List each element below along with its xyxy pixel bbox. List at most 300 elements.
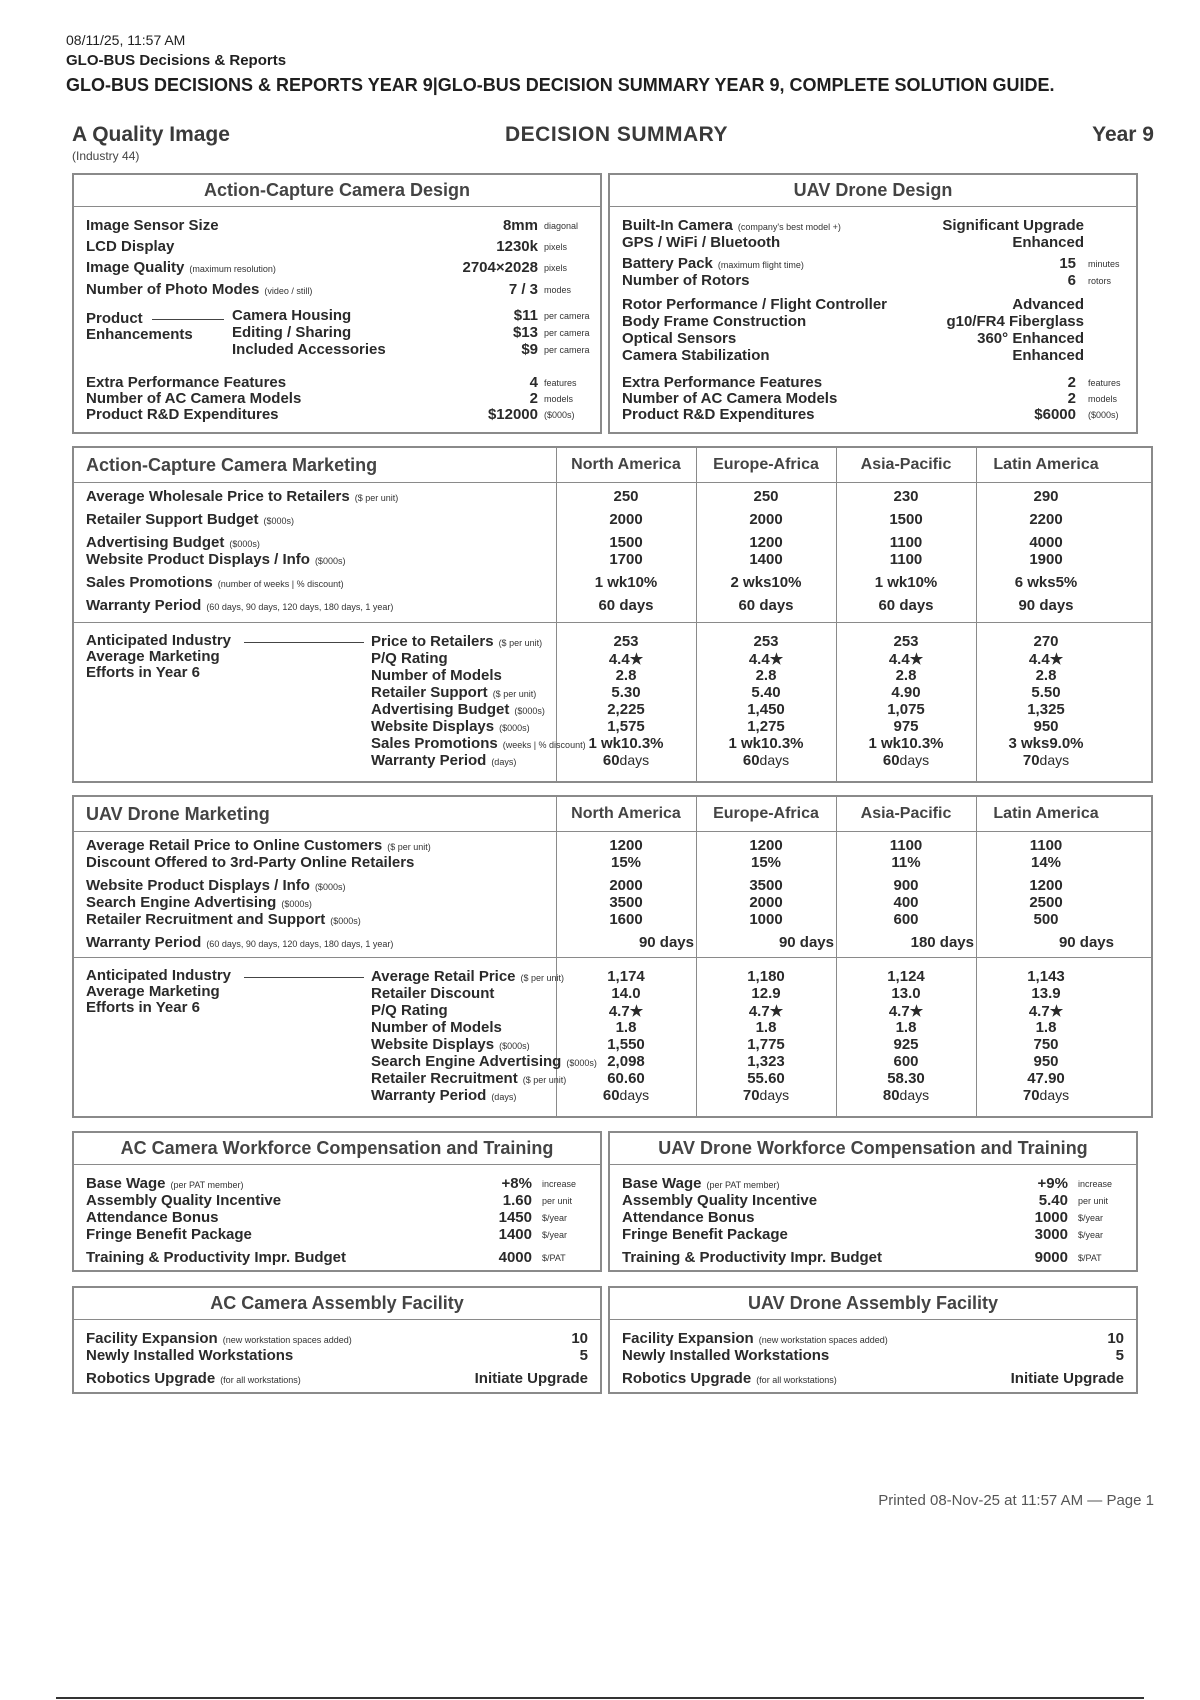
facility-row — [610, 1330, 1136, 1348]
spec-unit: $/year — [1078, 1213, 1104, 1223]
enhancements-group-label: Product — [86, 310, 143, 327]
region-value: 1 wk10% — [874, 574, 938, 591]
spec-note: (maximum resolution) — [189, 264, 276, 274]
spec-note: (company's best model +) — [737, 222, 841, 232]
spec-value: 15 — [1059, 255, 1076, 272]
decision-label: Search Engine Advertising ($000s) — [86, 894, 312, 911]
anticipated-value: 14.0 — [611, 985, 641, 1002]
spec-label: Number of Photo Modes (video / still) — [86, 281, 313, 298]
spec-value: $12000 — [487, 406, 538, 423]
region-header: Latin America — [993, 805, 1099, 822]
spec-value: 9000 — [1034, 1249, 1068, 1266]
anticipated-value: 253 — [893, 633, 919, 650]
region-value: 3500 — [749, 877, 783, 894]
spec-unit: ($000s) — [1088, 410, 1119, 420]
drone-marketing-panel — [72, 795, 1153, 1118]
anticipated-value: 5.40 — [751, 684, 781, 701]
spec-note: (per PAT member) — [170, 1180, 244, 1190]
spec-value: 4 — [529, 374, 538, 391]
anticipated-value: 2.8 — [895, 667, 917, 684]
anticipated-label: Website Displays ($000s) — [371, 1036, 530, 1053]
anticipated-value: 2.8 — [1035, 667, 1057, 684]
spec-label: Optical Sensors — [622, 330, 737, 347]
anticipated-value: 750 — [1033, 1036, 1059, 1053]
spec-note: (new workstation spaces added) — [222, 1335, 352, 1345]
spec-label: Number of AC Camera Models — [622, 390, 838, 407]
drone-spec-row — [610, 347, 1136, 365]
anticipated-label: Advertising Budget ($000s) — [371, 701, 545, 718]
region-value: 1200 — [749, 534, 783, 551]
spec-note: (maximum flight time) — [717, 260, 804, 270]
spec-label: Robotics Upgrade (for all workstations) — [86, 1370, 301, 1387]
camera-workforce-panel — [72, 1131, 602, 1272]
spec-value: 2 — [1067, 390, 1076, 407]
region-value: 1 wk10% — [594, 574, 658, 591]
anticipated-label: Retailer Support ($ per unit) — [371, 684, 537, 701]
days-unit: days — [619, 1087, 650, 1103]
decision-label: Retailer Support Budget ($000s) — [86, 511, 295, 528]
drone-spec-row — [610, 330, 1136, 348]
workforce-row — [74, 1192, 600, 1210]
drone-facility-panel — [608, 1286, 1138, 1394]
region-value: 2000 — [749, 511, 783, 528]
anticipated-value: 2.8 — [755, 667, 777, 684]
anticipated-label: P/Q Rating — [371, 1002, 448, 1019]
camera-spec-row — [74, 259, 600, 277]
decision-label: Discount Offered to 3rd-Party Online Retailers — [86, 854, 415, 871]
anticipated-value: 1 wk10.3% — [588, 735, 664, 752]
spec-value: 6 — [1067, 272, 1076, 289]
anticipated-value — [836, 752, 976, 769]
spec-label: Training & Productivity Impr. Budget — [86, 1249, 347, 1266]
region-header: Asia-Pacific — [860, 805, 952, 822]
decision-label: Website Product Displays / Info ($000s) — [86, 877, 346, 894]
anticipated-value: 2,098 — [607, 1053, 645, 1070]
region-value: 90 days — [1058, 934, 1114, 951]
decision-label: Warranty Period (60 days, 90 days, 120 days, 180 days, 1 year) — [86, 934, 394, 951]
spec-label: Number of Rotors — [622, 272, 750, 289]
region-value: 400 — [893, 894, 919, 911]
anticipated-label: Price to Retailers ($ per unit) — [371, 633, 543, 650]
document-year: Year 9 — [1092, 123, 1154, 146]
region-value: 2000 — [749, 894, 783, 911]
spec-label: Included Accessories — [232, 341, 386, 358]
spec-unit: pixels — [544, 263, 568, 273]
drone-workforce-title: UAV Drone Workforce Compensation and Training — [610, 1133, 1136, 1165]
region-value: 90 days — [1018, 597, 1074, 614]
decision-note: ($000s) — [330, 916, 361, 926]
spec-value: 10 — [571, 1330, 588, 1347]
warranty-days-number: 60 — [602, 752, 620, 769]
spec-label: Assembly Quality Incentive — [622, 1192, 818, 1209]
region-header: Europe-Africa — [713, 805, 819, 822]
region-value: 1100 — [889, 551, 923, 568]
decision-note: ($ per unit) — [354, 493, 399, 503]
region-value: 900 — [893, 877, 919, 894]
spec-value: +9% — [1037, 1175, 1068, 1192]
spec-label: Training & Productivity Impr. Budget — [622, 1249, 883, 1266]
spec-value: Initiate Upgrade — [1010, 1370, 1124, 1387]
anticipated-note: (days) — [491, 1092, 517, 1102]
spec-label: GPS / WiFi / Bluetooth — [622, 234, 781, 251]
spec-label: Product R&D Expenditures — [86, 406, 279, 423]
anticipated-connector — [244, 642, 364, 643]
days-unit: days — [1039, 752, 1070, 768]
anticipated-group-label: Average Marketing — [86, 983, 220, 1000]
anticipated-value: 270 — [1033, 633, 1059, 650]
anticipated-connector — [244, 977, 364, 978]
anticipated-label: Average Retail Price ($ per unit) — [371, 968, 565, 985]
anticipated-value: 4.7★ — [888, 1003, 924, 1020]
workforce-row — [610, 1192, 1136, 1210]
anticipated-value: 975 — [893, 718, 919, 735]
region-header: Latin America — [993, 456, 1099, 473]
site-name: GLO-BUS Decisions & Reports — [66, 52, 287, 69]
anticipated-label: Retailer Discount — [371, 985, 495, 1002]
region-value: 180 days — [910, 934, 974, 951]
workforce-row — [74, 1175, 600, 1193]
document-title: DECISION SUMMARY — [505, 123, 729, 146]
decision-note: (60 days, 90 days, 120 days, 180 days, 1 year) — [206, 602, 394, 612]
anticipated-value: 1,180 — [747, 968, 785, 985]
region-value: 1500 — [609, 534, 643, 551]
drone-workforce-panel — [608, 1131, 1138, 1272]
spec-label: Extra Performance Features — [86, 374, 287, 391]
anticipated-value: 55.60 — [747, 1070, 785, 1087]
spec-note: (new workstation spaces added) — [758, 1335, 888, 1345]
anticipated-value — [556, 752, 696, 769]
bottom-divider — [56, 1697, 1144, 1699]
region-header: North America — [571, 805, 681, 822]
camera-marketing-panel — [72, 446, 1153, 783]
anticipated-note: ($ per unit) — [492, 689, 537, 699]
region-header: Europe-Africa — [713, 456, 819, 473]
spec-value: $9 — [521, 341, 538, 358]
spec-unit: $/year — [542, 1230, 568, 1240]
anticipated-note: ($000s) — [514, 706, 545, 716]
spec-label: Assembly Quality Incentive — [86, 1192, 282, 1209]
camera-spec-row — [74, 238, 600, 256]
anticipated-label: Sales Promotions (weeks | % discount) — [371, 735, 586, 752]
spec-label: Base Wage (per PAT member) — [86, 1175, 244, 1192]
decision-label: Average Wholesale Price to Retailers ($ per unit) — [86, 488, 399, 505]
spec-label: Body Frame Construction — [622, 313, 807, 330]
anticipated-value: 1,174 — [607, 968, 645, 985]
region-value: 1100 — [1029, 837, 1063, 854]
days-unit: days — [1039, 1087, 1070, 1103]
anticipated-value: 4.4★ — [608, 651, 644, 668]
warranty-days-number: 70 — [742, 1087, 760, 1104]
spec-label: Product R&D Expenditures — [622, 406, 815, 423]
spec-label: Editing / Sharing — [232, 324, 352, 341]
anticipated-note: ($ per unit) — [522, 1075, 567, 1085]
anticipated-value — [976, 1087, 1116, 1104]
region-value: 6 wks5% — [1014, 574, 1078, 591]
decision-note: ($000s) — [314, 556, 346, 566]
spec-value: Enhanced — [1012, 234, 1084, 251]
anticipated-value: 925 — [893, 1036, 919, 1053]
spec-value: 3000 — [1034, 1226, 1068, 1243]
anticipated-value: 1,275 — [747, 718, 785, 735]
print-timestamp: 08/11/25, 11:57 AM — [66, 32, 186, 48]
anticipated-value: 253 — [613, 633, 639, 650]
spec-unit: rotors — [1088, 276, 1112, 286]
drone-spec-row — [610, 255, 1136, 273]
anticipated-value: 2.8 — [615, 667, 637, 684]
spec-unit: per camera — [544, 328, 590, 338]
spec-value: Advanced — [1012, 296, 1084, 313]
warranty-days-number: 60 — [602, 1087, 620, 1104]
anticipated-label: Warranty Period (days) — [371, 752, 517, 769]
anticipated-value: 1 wk10.3% — [868, 735, 944, 752]
anticipated-group-label: Efforts in Year 6 — [86, 999, 200, 1016]
spec-unit: per unit — [542, 1196, 573, 1206]
company-name: A Quality Image — [72, 123, 230, 146]
anticipated-note: ($ per unit) — [498, 638, 543, 648]
spec-label: Facility Expansion (new workstation spaces added) — [622, 1330, 888, 1347]
section-divider — [74, 622, 1151, 623]
anticipated-value: 2,225 — [607, 701, 645, 718]
anticipated-value: 1,775 — [747, 1036, 785, 1053]
region-value: 1200 — [749, 837, 783, 854]
region-value: 230 — [893, 488, 919, 505]
spec-label: Newly Installed Workstations — [622, 1347, 830, 1364]
spec-value: 1400 — [498, 1226, 532, 1243]
spec-label: Image Sensor Size — [86, 217, 219, 234]
spec-unit: $/year — [542, 1213, 568, 1223]
region-header: North America — [571, 456, 681, 473]
warranty-days-number: 80 — [882, 1087, 900, 1104]
anticipated-value: 13.0 — [891, 985, 921, 1002]
spec-label: Fringe Benefit Package — [86, 1226, 252, 1243]
spec-note: (for all workstations) — [756, 1375, 837, 1385]
anticipated-label: Search Engine Advertising ($000s) — [371, 1053, 597, 1070]
anticipated-label: Number of Models — [371, 1019, 502, 1036]
drone-marketing-title: UAV Drone Marketing — [86, 804, 270, 824]
decision-note: ($000s) — [314, 882, 346, 892]
facility-row — [610, 1370, 1136, 1388]
decision-note: (number of weeks | % discount) — [217, 579, 344, 589]
drone-facility-title: UAV Drone Assembly Facility — [610, 1288, 1136, 1320]
decision-note: ($000s) — [263, 516, 295, 526]
spec-unit: per unit — [1078, 1196, 1109, 1206]
spec-label: Attendance Bonus — [86, 1209, 219, 1226]
spec-unit: modes — [544, 285, 572, 295]
region-value: 2500 — [1029, 894, 1063, 911]
drone-spec-row — [610, 234, 1136, 252]
workforce-row — [610, 1249, 1136, 1267]
spec-label: Image Quality (maximum resolution) — [86, 259, 276, 276]
days-unit: days — [759, 752, 790, 768]
anticipated-value: 4.7★ — [1028, 1003, 1064, 1020]
spec-label: LCD Display — [86, 238, 175, 255]
anticipated-note: ($000s) — [499, 723, 530, 733]
region-value: 1000 — [749, 911, 783, 928]
spec-value: 1.60 — [502, 1192, 532, 1209]
page-title: GLO-BUS DECISIONS & REPORTS YEAR 9|GLO-BUS DECISION SUMMARY YEAR 9, COMPLETE SOLUTION GUIDE. — [66, 75, 1055, 95]
anticipated-value: 1,550 — [607, 1036, 645, 1053]
spec-value: 1000 — [1034, 1209, 1068, 1226]
anticipated-value: 1,450 — [747, 701, 785, 718]
print-footer: Printed 08-Nov-25 at 11:57 AM — Page 1 — [878, 1492, 1154, 1509]
anticipated-label: Number of Models — [371, 667, 502, 684]
camera-extra-row — [74, 406, 600, 424]
spec-value: $6000 — [1034, 406, 1076, 423]
spec-value: 4000 — [498, 1249, 532, 1266]
decision-label: Average Retail Price to Online Customers ($ per unit) — [86, 837, 431, 854]
spec-label: Extra Performance Features — [622, 374, 823, 391]
region-value: 60 days — [598, 597, 654, 614]
spec-value: 5.40 — [1038, 1192, 1068, 1209]
drone-design-panel — [608, 173, 1138, 434]
workforce-row — [74, 1249, 600, 1267]
region-value: 90 days — [778, 934, 834, 951]
spec-value: 5 — [1115, 1347, 1124, 1364]
anticipated-value: 1,075 — [887, 701, 925, 718]
workforce-row — [74, 1209, 600, 1227]
anticipated-value: 4.7★ — [608, 1003, 644, 1020]
region-value: 500 — [1033, 911, 1059, 928]
anticipated-value — [696, 1087, 836, 1104]
spec-value: 2 — [529, 390, 538, 407]
workforce-row — [610, 1175, 1136, 1193]
camera-workforce-title: AC Camera Workforce Compensation and Training — [74, 1133, 600, 1165]
region-value: 1700 — [609, 551, 643, 568]
facility-row — [74, 1370, 600, 1388]
region-value: 1200 — [1029, 877, 1063, 894]
spec-value: 1450 — [498, 1209, 532, 1226]
spec-note: (for all workstations) — [220, 1375, 301, 1385]
anticipated-value: 4.4★ — [1028, 651, 1064, 668]
anticipated-value: 1.8 — [615, 1019, 637, 1036]
spec-label: Attendance Bonus — [622, 1209, 755, 1226]
anticipated-value: 60.60 — [607, 1070, 645, 1087]
spec-unit: increase — [542, 1179, 577, 1189]
industry-label: (Industry 44) — [72, 149, 140, 163]
spec-label: Rotor Performance / Flight Controller — [622, 296, 888, 313]
anticipated-note: (days) — [491, 757, 517, 767]
warranty-days-number: 60 — [742, 752, 760, 769]
anticipated-value: 5.50 — [1031, 684, 1061, 701]
spec-unit: ($000s) — [544, 410, 575, 420]
anticipated-value — [696, 752, 836, 769]
region-value: 1100 — [889, 837, 923, 854]
workforce-row — [610, 1209, 1136, 1227]
enhancement-row — [74, 324, 600, 342]
region-value: 1500 — [889, 511, 923, 528]
spec-value: Enhanced — [1012, 347, 1084, 364]
enhancement-row — [74, 341, 600, 359]
spec-unit: $/year — [1078, 1230, 1104, 1240]
anticipated-label: Website Displays ($000s) — [371, 718, 530, 735]
spec-value: 7 / 3 — [508, 281, 538, 298]
anticipated-label: P/Q Rating — [371, 650, 448, 667]
region-value: 250 — [613, 488, 639, 505]
spec-label: Robotics Upgrade (for all workstations) — [622, 1370, 837, 1387]
region-value: 250 — [753, 488, 779, 505]
region-value: 1100 — [889, 534, 923, 551]
anticipated-value: 950 — [1033, 1053, 1059, 1070]
anticipated-group-label: Anticipated Industry — [86, 967, 232, 984]
anticipated-value: 13.9 — [1031, 985, 1061, 1002]
decision-label: Sales Promotions (number of weeks | % discount) — [86, 574, 344, 591]
anticipated-value: 1.8 — [755, 1019, 777, 1036]
spec-value: 10 — [1107, 1330, 1124, 1347]
region-value: 2000 — [609, 877, 643, 894]
region-header: Asia-Pacific — [860, 456, 952, 473]
camera-design-title: Action-Capture Camera Design — [74, 175, 600, 207]
facility-row — [610, 1347, 1136, 1365]
spec-unit: models — [1088, 394, 1118, 404]
decision-label: Advertising Budget ($000s) — [86, 534, 260, 551]
spec-value: Significant Upgrade — [942, 217, 1084, 234]
warranty-days-number: 70 — [1022, 1087, 1040, 1104]
anticipated-value: 12.9 — [751, 985, 781, 1002]
spec-value: Initiate Upgrade — [474, 1370, 588, 1387]
decision-label: Warranty Period (60 days, 90 days, 120 days, 180 days, 1 year) — [86, 597, 394, 614]
anticipated-value — [976, 752, 1116, 769]
anticipated-note: ($ per unit) — [520, 973, 565, 983]
anticipated-value: 1,323 — [747, 1053, 785, 1070]
spec-unit: diagonal — [544, 221, 579, 231]
anticipated-value: 4.90 — [891, 684, 921, 701]
region-value: 14% — [1030, 854, 1062, 871]
region-value: 1200 — [609, 837, 643, 854]
spec-label: Fringe Benefit Package — [622, 1226, 788, 1243]
days-unit: days — [899, 752, 930, 768]
anticipated-label: Warranty Period (days) — [371, 1087, 517, 1104]
anticipated-value — [836, 1087, 976, 1104]
region-value: 60 days — [878, 597, 934, 614]
region-value: 11% — [891, 854, 921, 871]
anticipated-value: 3 wks9.0% — [1008, 735, 1084, 752]
anticipated-note: (weeks | % discount) — [502, 740, 586, 750]
spec-note: (video / still) — [264, 286, 313, 296]
region-value: 3500 — [609, 894, 643, 911]
region-value: 290 — [1033, 488, 1059, 505]
anticipated-value: 5.30 — [611, 684, 641, 701]
camera-spec-row — [74, 217, 600, 235]
spec-unit: pixels — [544, 242, 568, 252]
anticipated-value: 1,575 — [607, 718, 645, 735]
camera-facility-panel — [72, 1286, 602, 1394]
drone-spec-row — [610, 272, 1136, 290]
spec-unit: $/PAT — [1078, 1253, 1102, 1263]
spec-unit: per camera — [544, 311, 590, 321]
camera-facility-title: AC Camera Assembly Facility — [74, 1288, 600, 1320]
spec-value: $11 — [513, 307, 538, 324]
spec-label: Newly Installed Workstations — [86, 1347, 294, 1364]
anticipated-note: ($000s) — [499, 1041, 530, 1051]
spec-unit: minutes — [1088, 259, 1120, 269]
anticipated-value: 4.7★ — [748, 1003, 784, 1020]
workforce-row — [74, 1226, 600, 1244]
spec-value: $13 — [512, 324, 538, 341]
anticipated-value: 600 — [893, 1053, 919, 1070]
region-value: 1900 — [1029, 551, 1063, 568]
decision-label: Retailer Recruitment and Support ($000s) — [86, 911, 361, 928]
section-divider — [74, 957, 1151, 958]
spec-unit: $/PAT — [542, 1253, 566, 1263]
region-value: 15% — [750, 854, 782, 871]
warranty-days-number: 70 — [1022, 752, 1040, 769]
region-value: 90 days — [638, 934, 694, 951]
camera-marketing-title: Action-Capture Camera Marketing — [86, 455, 378, 475]
spec-label: Base Wage (per PAT member) — [622, 1175, 780, 1192]
facility-row — [74, 1330, 600, 1348]
anticipated-value: 47.90 — [1027, 1070, 1065, 1087]
enhancements-group-label: Enhancements — [86, 326, 193, 343]
